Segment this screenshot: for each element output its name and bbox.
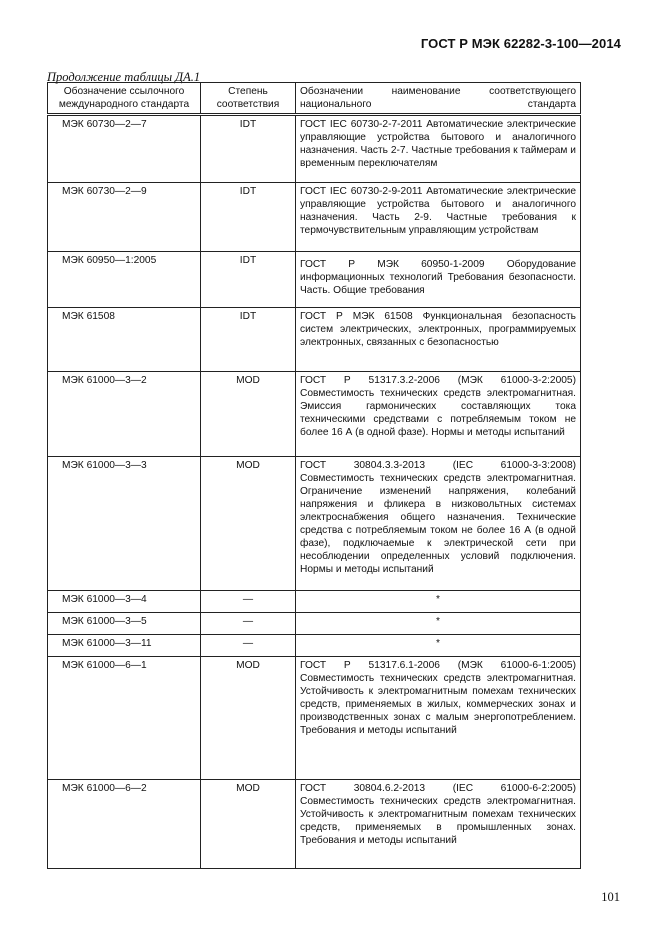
table-row — [48, 657, 581, 780]
degree-cell: — — [201, 613, 296, 635]
national-standard-cell: * — [296, 613, 581, 635]
page-number: 101 — [601, 890, 620, 904]
degree-cell: IDT — [201, 308, 296, 372]
standards-table — [47, 82, 581, 869]
national-standard-cell: ГОСТ Р 51317.3.2-2006 (МЭК 61000-3-2:2005) Совместимость технических средств электромагнитная. Эмиссия гармонических составляющих тока техническими средствами с потребляемым током не более 16 А (в одной фазе). Нормы и методы испытаний — [296, 372, 581, 457]
national-standard-cell: ГОСТ IEC 60730-2-7-2011 Автоматические электрические управляющие устройства бытового и аналогичного назначения. Часть 2-7. Частные требования к таймерам и временным переключателям — [296, 115, 581, 183]
degree-cell: MOD — [201, 372, 296, 457]
designation-cell: МЭК 61000—3—3 — [48, 457, 201, 591]
designation-cell: МЭК 61000—6—1 — [48, 657, 201, 780]
table-row — [48, 635, 581, 657]
table-row — [48, 308, 581, 372]
table-row — [48, 780, 581, 869]
table-row — [48, 115, 581, 183]
designation-cell: МЭК 60730—2—7 — [48, 115, 201, 183]
designation-cell: МЭК 61000—6—2 — [48, 780, 201, 869]
national-standard-cell: ГОСТ Р МЭК 61508 Функциональная безопасность систем электрических, электронных, программируемых электронных, связанных с безопасностью — [296, 308, 581, 372]
designation-cell: МЭК 60730—2—9 — [48, 183, 201, 252]
national-standard-cell: ГОСТ 30804.6.2-2013 (IEC 61000-6-2:2005) Совместимость технических средств электромагнитная. Устойчивость к электромагнитным помехам технических средств, применяемых в промышленных зонах. Требования и методы испытаний — [296, 780, 581, 869]
designation-cell: МЭК 61000—3—5 — [48, 613, 201, 635]
degree-cell: IDT — [201, 183, 296, 252]
column-header-designation: Обозначение ссылочного международного стандарта — [48, 83, 201, 115]
degree-cell: — — [201, 635, 296, 657]
degree-cell: IDT — [201, 115, 296, 183]
designation-cell: МЭК 60950—1:2005 — [48, 252, 201, 308]
table-row — [48, 252, 581, 308]
table-row — [48, 457, 581, 591]
degree-cell: IDT — [201, 252, 296, 308]
degree-cell: — — [201, 591, 296, 613]
national-standard-cell: * — [296, 635, 581, 657]
national-standard-cell: ГОСТ Р МЭК 60950-1-2009 Оборудование информационных технологий Требования безопасности. Часть. Общие требования — [296, 252, 581, 308]
designation-cell: МЭК 61000—3—2 — [48, 372, 201, 457]
table-row — [48, 613, 581, 635]
degree-cell: MOD — [201, 780, 296, 869]
designation-cell: МЭК 61000—3—11 — [48, 635, 201, 657]
national-standard-cell: * — [296, 591, 581, 613]
designation-cell: МЭК 61000—3—4 — [48, 591, 201, 613]
column-header-national-standard: Обозначении наименование соответствующего национального стандарта — [296, 83, 581, 115]
document-code-header: ГОСТ Р МЭК 62282-3-100—2014 — [420, 36, 621, 51]
national-standard-cell: ГОСТ Р 51317.6.1-2006 (МЭК 61000-6-1:2005) Совместимость технических средств электромагнитная. Устойчивость к электромагнитным помехам технических средств, применяемых в жилых, коммерческих зонах и производственных зонах с малым энергопотреблением. Требования и методы испытаний — [296, 657, 581, 780]
designation-cell: МЭК 61508 — [48, 308, 201, 372]
degree-cell: MOD — [201, 657, 296, 780]
table-row — [48, 591, 581, 613]
column-header-degree: Степень соответствия — [201, 83, 296, 115]
table-row — [48, 183, 581, 252]
degree-cell: MOD — [201, 457, 296, 591]
table-row — [48, 372, 581, 457]
national-standard-cell: ГОСТ 30804.3.3-2013 (IEC 61000-3-3:2008) Совместимость технических средств электромагнитная. Ограничение изменений напряжения, колебаний напряжения и фликера в низковольтных системах электроснабжения общего назначения. Технические средства с потребляемым током не более 16 А (в одной фазе), подключаемые к электрической сети при несоблюдении определенных условий подключения. Нормы и методы испытаний — [296, 457, 581, 591]
national-standard-cell: ГОСТ IEC 60730-2-9-2011 Автоматические электрические управляющие устройства бытового и аналогичного назначения. Часть 2-9. Частные требования к термочувствительным управляющим устройствам — [296, 183, 581, 252]
table-caption: Продолжение таблицы ДА.1 — [47, 70, 201, 84]
table-header-row — [48, 83, 581, 115]
